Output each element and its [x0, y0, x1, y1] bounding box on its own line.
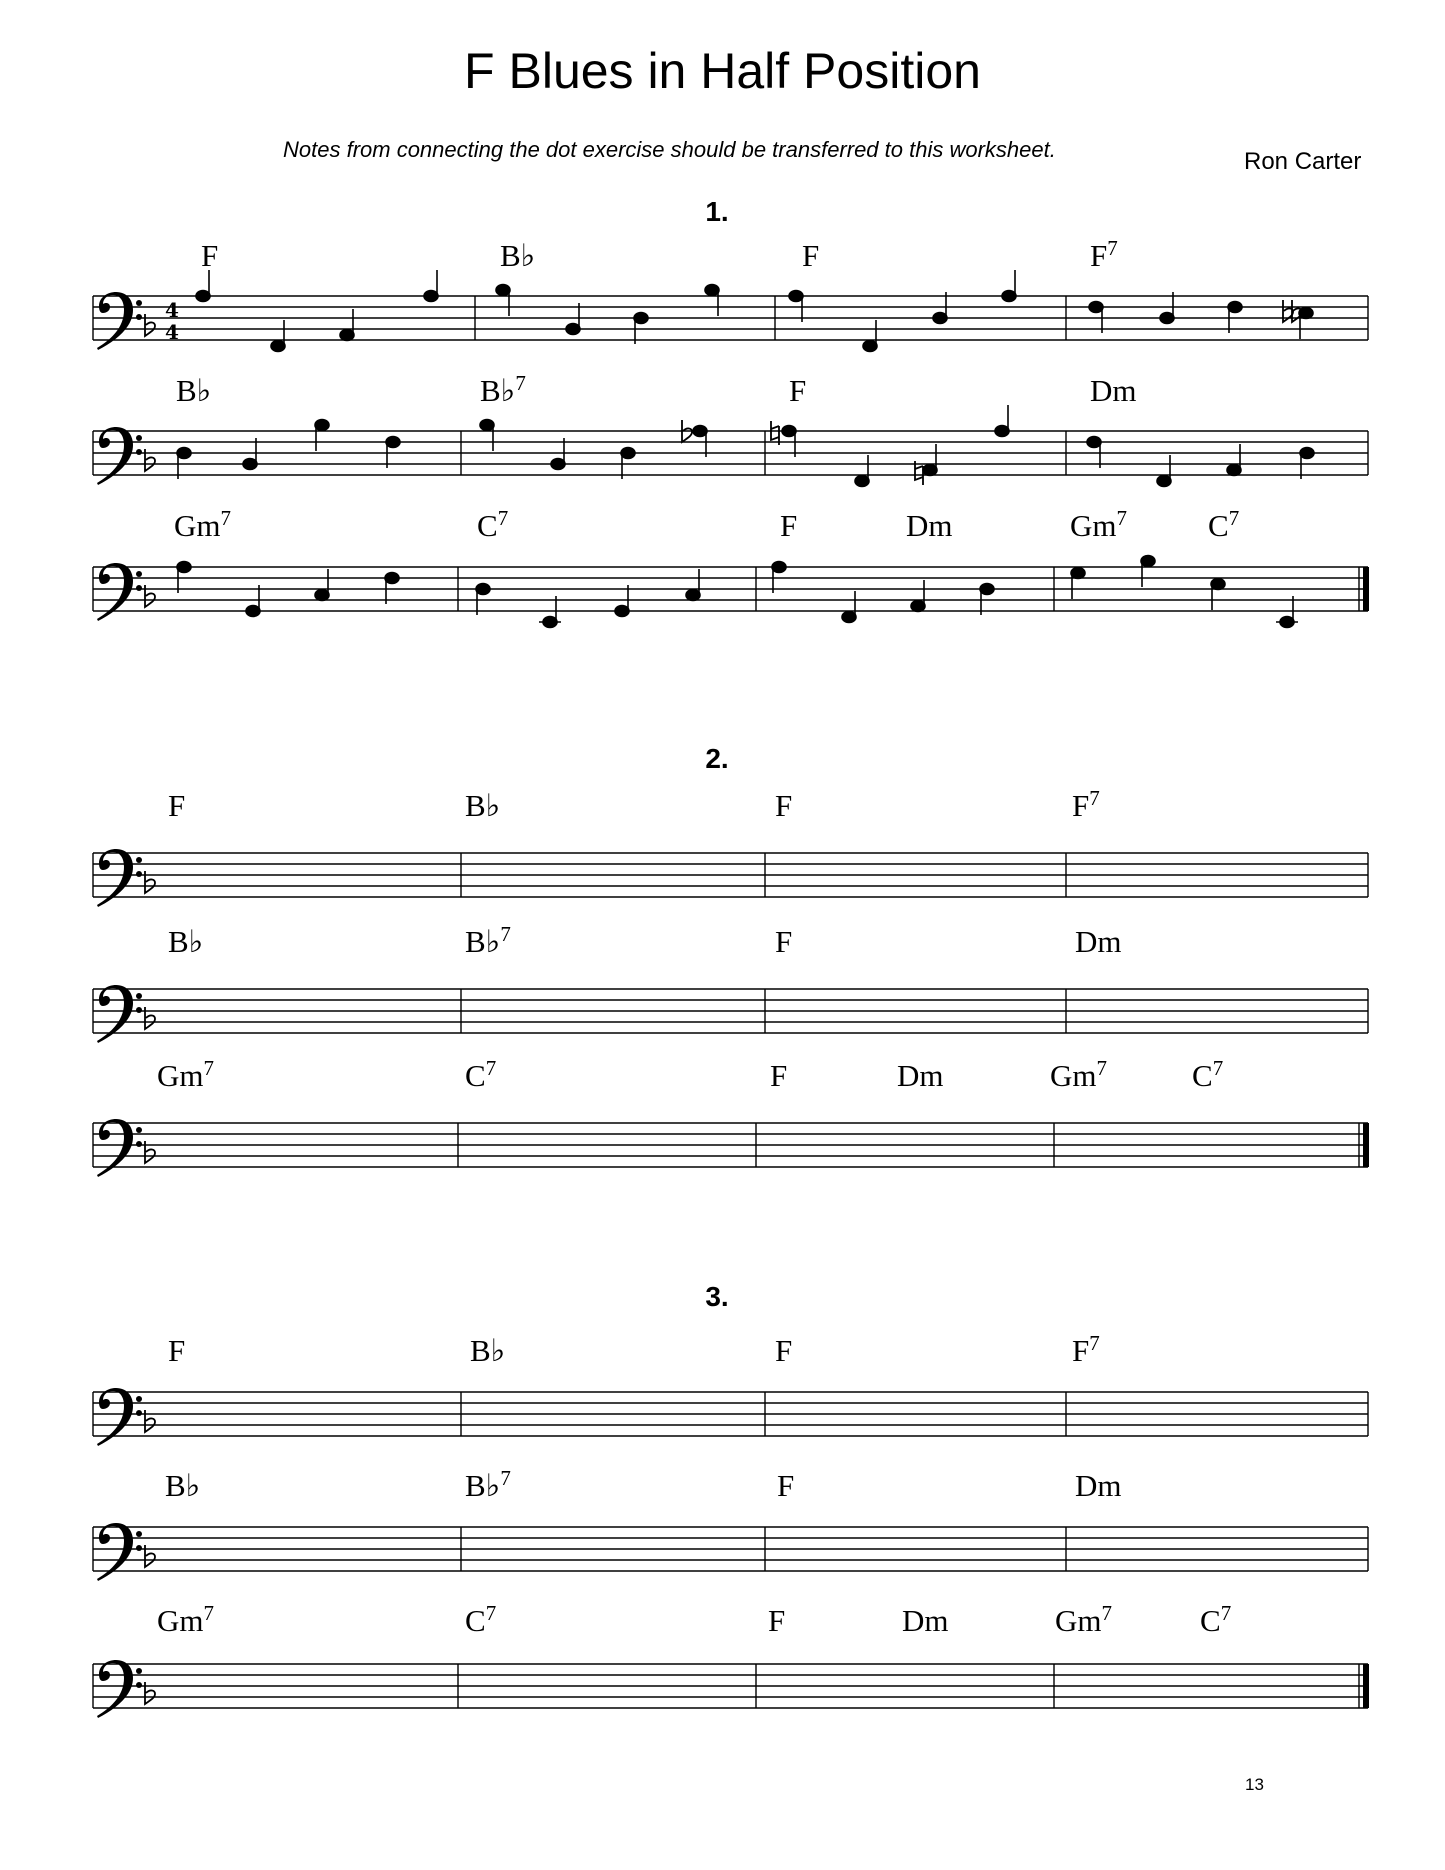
- chord-symbol: Dm: [1075, 924, 1122, 959]
- staff-row: [93, 556, 1369, 628]
- chord-symbol: $F^7$: [1072, 786, 1100, 823]
- composer-name: Ron Carter: [1244, 148, 1362, 175]
- staff-row: [93, 849, 1368, 907]
- section-heading-2: 2.: [705, 743, 729, 774]
- chord-symbol: $C^7$: [1208, 506, 1240, 543]
- chord-symbol: B♭: [470, 1333, 506, 1368]
- staff-row: [93, 405, 1368, 487]
- staff-row: [93, 985, 1368, 1043]
- chord-symbol: Gm$^7$: [1050, 1056, 1107, 1093]
- chord-symbol: Gm$^7$: [157, 1056, 214, 1093]
- bass-clef-icon: [97, 1388, 142, 1446]
- bass-clef-icon: [97, 1119, 142, 1177]
- chord-symbol: F: [780, 508, 798, 543]
- notes: [177, 405, 1314, 487]
- section-heading-3: 3.: [705, 1281, 729, 1312]
- staff-row: [93, 1660, 1369, 1718]
- bass-clef-icon: [97, 985, 142, 1043]
- chord-symbol: Dm: [1075, 1468, 1122, 1503]
- chord-symbol: F: [775, 924, 793, 959]
- chord-symbol: F: [775, 788, 793, 823]
- page-title: F Blues in Half Position: [464, 43, 981, 99]
- bass-clef-icon: [97, 292, 142, 350]
- section-heading-1: 1.: [705, 196, 729, 227]
- chord-symbol: B♭: [168, 924, 204, 959]
- chord-symbol: F: [770, 1058, 788, 1093]
- chord-symbol: $C^7$: [1192, 1056, 1224, 1093]
- time-signature-top: 4: [165, 298, 179, 322]
- chord-symbol: Gm$^7$: [157, 1601, 214, 1638]
- chord-symbol: $F^7$: [1090, 236, 1118, 273]
- chord-symbol: F: [802, 238, 820, 273]
- bass-clef-icon: [97, 427, 142, 485]
- chord-symbol: B♭$^7$: [465, 1466, 511, 1503]
- chord-symbol: Dm: [897, 1058, 944, 1093]
- chord-symbol: Dm: [1090, 373, 1137, 408]
- bass-clef-icon: [97, 1523, 142, 1581]
- chord-symbol: B♭: [500, 238, 536, 273]
- staff-row: [93, 270, 1368, 352]
- chord-symbol: B♭: [176, 373, 212, 408]
- chord-symbol: F: [775, 1333, 793, 1368]
- instructions-text: Notes from connecting the dot exercise should be transferred to this worksheet.: [283, 137, 1056, 162]
- chord-symbol: B♭: [165, 1468, 201, 1503]
- chord-symbol: Dm: [906, 508, 953, 543]
- page-number: 13: [1245, 1775, 1264, 1794]
- chord-symbol: F: [168, 1333, 186, 1368]
- time-signature-bottom: 4: [165, 320, 179, 344]
- chord-symbol: F: [201, 238, 219, 273]
- staff-row: [93, 1523, 1368, 1581]
- chord-symbol: $C^7$: [465, 1601, 497, 1638]
- bass-clef-icon: [97, 849, 142, 907]
- chord-symbol: B♭$^7$: [465, 922, 511, 959]
- notes: [196, 270, 1313, 352]
- staff-row: [93, 1119, 1369, 1177]
- chord-symbol: F: [768, 1603, 786, 1638]
- chord-symbol: $C^7$: [1200, 1601, 1232, 1638]
- bass-clef-icon: [97, 563, 142, 621]
- chord-symbol: $F^7$: [1072, 1331, 1100, 1368]
- chord-symbol: B♭: [465, 788, 501, 823]
- staff-row: [93, 1388, 1368, 1446]
- chord-symbol: $C^7$: [477, 506, 509, 543]
- chord-symbol: F: [777, 1468, 795, 1503]
- chord-symbol: Gm$^7$: [1055, 1601, 1112, 1638]
- chord-symbol: F: [789, 373, 807, 408]
- chord-symbol: Gm$^7$: [174, 506, 231, 543]
- chord-symbol: $C^7$: [465, 1056, 497, 1093]
- chord-symbol: F: [168, 788, 186, 823]
- chord-symbol: B♭$^7$: [480, 371, 526, 408]
- chord-symbol: Dm: [902, 1603, 949, 1638]
- chord-symbol: Gm$^7$: [1070, 506, 1127, 543]
- bass-clef-icon: [97, 1660, 142, 1718]
